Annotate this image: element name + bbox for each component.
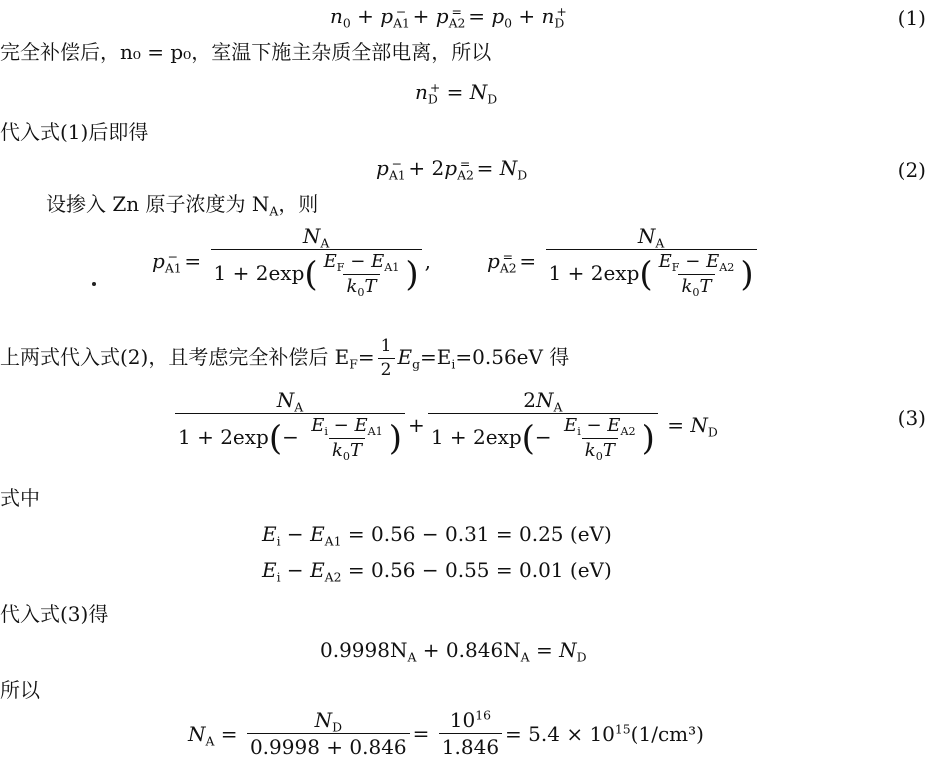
final-den2: 1.846 (439, 733, 502, 757)
equation-number-2: (2) (897, 158, 926, 182)
sum-mid: + 0.846N (422, 638, 521, 662)
text-line-3: 设掺入 Zn 原子浓度为 $N_A$，则 (46, 192, 319, 219)
stray-dot (92, 282, 96, 286)
diff-2-value: = 0.56 − 0.55 = 0.01 (eV) (347, 558, 612, 582)
text-line-3-tail: ，则 (278, 192, 319, 216)
equation-final: $N_A$ = $\frac{N_D}{0.9998 + 0.846}$ = $\frac{10^{16}}{1.846}$ = $5.4 \times 10^{15}(1/cm^3)$ (188, 707, 704, 759)
text-line-7: 所以 (0, 678, 40, 702)
equation-pa1: $p_{A1}^-$ = $N_A$ 1 + 2exp( $\frac{E_F - E_{A1}}{k_0T}$ ) , (152, 224, 431, 299)
text-line-4-tail: =E (420, 345, 452, 369)
text-line-5: 式中 (0, 486, 40, 510)
final-denominator: 0.9998 + 0.846 (247, 733, 410, 757)
equation-pa2: $p_{A2}^=$ = $N_A$ 1 + 2exp( $\frac{E_F - E_{A2}}{k_0T}$ ) (487, 226, 760, 296)
equation-diff-2: $E_i - E_{A2} = 0.56 - 0.55 = 0.01$ (eV) (262, 558, 612, 585)
equation-nd: $n_D^+ = N_D$ (415, 79, 498, 107)
text-line-4-value: =0.56eV 得 (455, 345, 570, 369)
equation-2: $p_{A1}^- + 2p_{A2}^= = N_D$ (376, 155, 528, 183)
equation-3: $N_A$ 1 + 2exp(− $\frac{E_i - E_{A1}}{k_0T}$ ) + $2N_A$ 1 + 2exp(− $\frac{E_i - E_{A2}}{k_0T}$ ) = $N_D$ (172, 390, 718, 460)
text-line-2: 代入式(1)后即得 (0, 120, 149, 144)
text-line-4-main: 上两式代入式(2)，且考虑完全补偿后 E (0, 345, 350, 369)
final-unit: (1/cm³) (630, 721, 704, 746)
diff-1-value: = 0.56 − 0.31 = 0.25 (eV) (347, 522, 612, 546)
text-line-3-main: 设掺入 Zn 原子浓度为 N (46, 192, 270, 216)
text-line-6: 代入式(3)得 (0, 602, 109, 626)
equation-sum: $0.9998N_A + 0.846N_A = N_D$ (320, 638, 587, 665)
equation-number-1: (1) (897, 6, 926, 30)
text-line-4: 上两式代入式(2)，且考虑完全补偿后 $E_F=$ $\frac{1}{2}$ $E_g=E_i=0.56eV$ 得 (0, 336, 570, 380)
sum-left: 0.9998N (320, 638, 408, 662)
final-result: = 5.4 × 10 (505, 721, 615, 746)
text-line-1: 完全补偿后，n₀ = p₀，室温下施主杂质全部电离，所以 (0, 40, 492, 64)
equation-1: $n_0 + p_{A1}^- + p_{A2}^= = p_0 + n_D^+$ (330, 3, 567, 31)
equation-diff-1: $E_i - E_{A1} = 0.56 - 0.31 = 0.25$ (eV) (262, 522, 612, 549)
equation-number-3: (3) (897, 406, 926, 430)
final-num2: 10 (449, 708, 476, 732)
